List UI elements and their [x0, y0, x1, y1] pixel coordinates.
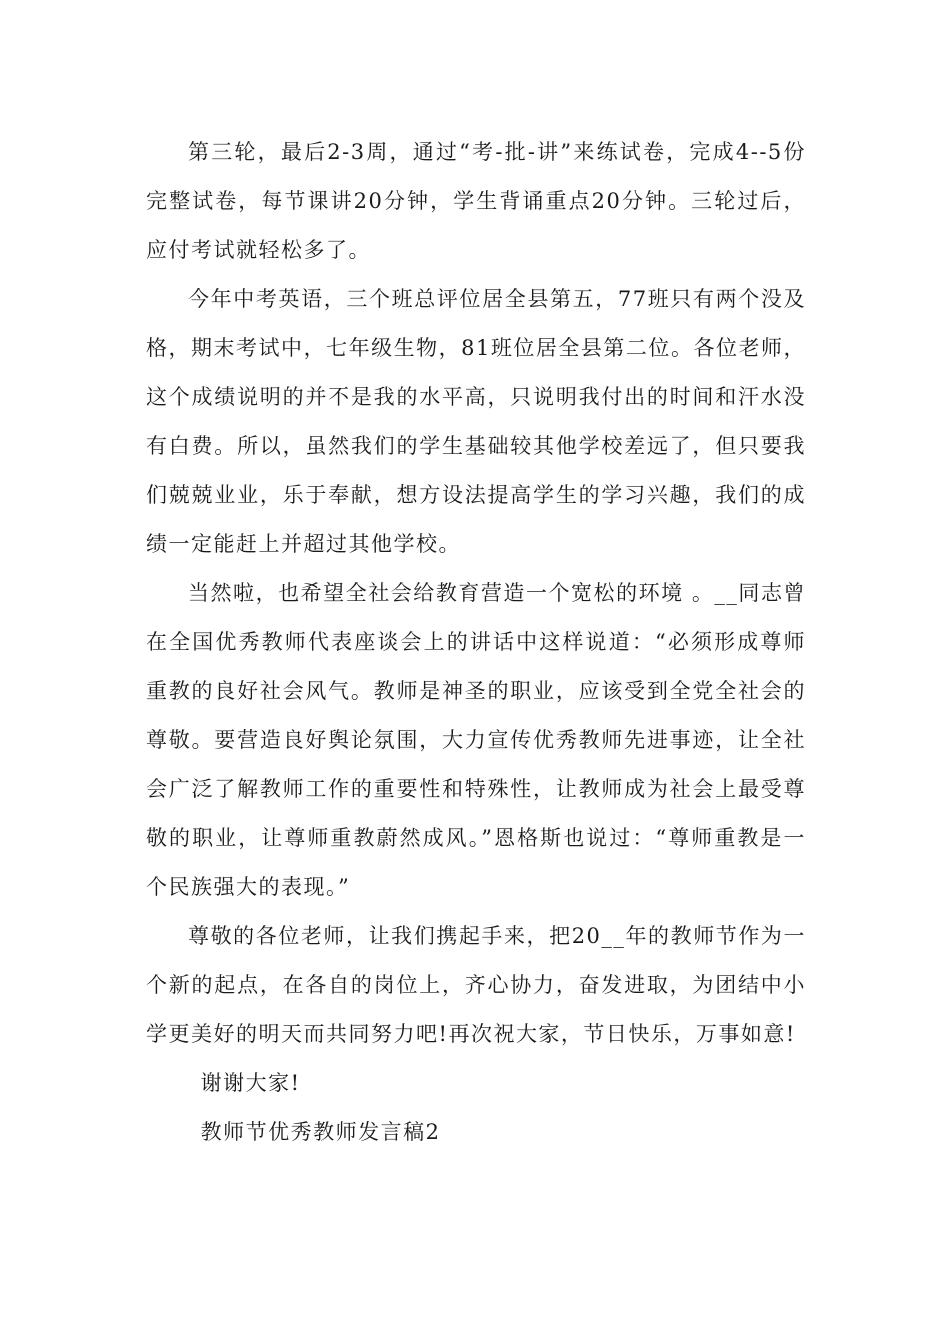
paragraph-society-respect: 当然啦，也希望全社会给教育营造一个宽松的环境 。__同志曾在全国优秀教师代表座谈会上的讲话中这样说道：“必须形成尊师重教的良好社会风气。教师是神圣的职业，应该受到全党全社会的尊敬。要营造良好舆论氛围，大力宣传优秀教师先进事迹，让全社会广泛了解教师工作的重要性和特殊性，让教师成为社会上最受尊敬的职业，让尊师重教蔚然成风。”恩格斯也说过：“尊师重教是一个民族强大的表现。” [146, 581, 806, 899]
next-speech-title: 教师节优秀教师发言稿2 [200, 1120, 441, 1144]
paragraph-exam-results: 今年中考英语，三个班总评位居全县第五，77班只有两个没及格，期末考试中，七年级生物，81班位居全县第二位。各位老师，这个成绩说明的并不是我的水平高，只说明我付出的时间和汗水没有白费。所以，虽然我们的学生基础较其他学校差远了，但只要我们兢兢业业，乐于奉献，想方设法提高学生的学习兴趣，我们的成绩一定能赶上并超过其他学校。 [146, 287, 806, 556]
paragraph-teachers-day-wish: 尊敬的各位老师，让我们携起手来，把20__年的教师节作为一个新的起点，在各自的岗位上，齐心协力，奋发进取，为团结中小学更美好的明天而共同努力吧!再次祝大家，节日快乐，万事如意! [146, 924, 806, 1046]
document-body [146, 128, 806, 1157]
closing-thanks: 谢谢大家! [200, 1071, 301, 1095]
paragraph-third-round: 第三轮，最后2-3周，通过“考-批-讲”来练试卷，完成4--5份完整试卷，每节课讲20分钟，学生背诵重点20分钟。三轮过后，应付考试就轻松多了。 [146, 140, 806, 262]
